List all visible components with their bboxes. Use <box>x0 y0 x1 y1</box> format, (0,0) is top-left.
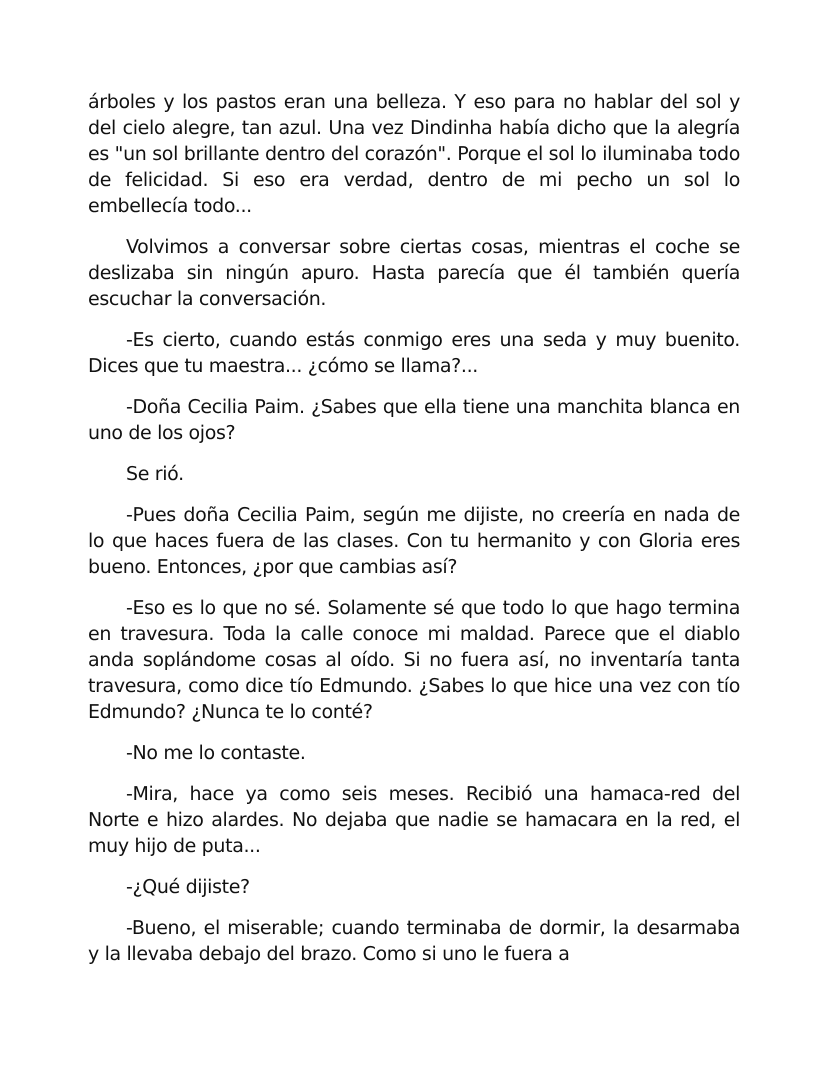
paragraph-2: Volvimos a conversar sobre ciertas cosas, mientras el coche se deslizaba sin ningún apuro. Hasta parecía que él también quería escuchar la conversación. <box>88 236 740 310</box>
paragraph-6: -Pues doña Cecilia Paim, según me dijiste, no creería en nada de lo que haces fuera de las clases. Con tu hermanito y con Gloria eres bueno. Entonces, ¿por que cambias así? <box>88 504 740 578</box>
paragraph-9: -Mira, hace ya como seis meses. Recibió una hamaca-red del Norte e hizo alardes. No dejaba que nadie se hamacara en la red, el muy hijo de puta... <box>88 783 740 857</box>
paragraph-3: -Es cierto, cuando estás conmigo eres una seda y muy buenito. Dices que tu maestra... ¿cómo se llama?... <box>88 329 740 377</box>
paragraph-4: -Doña Cecilia Paim. ¿Sabes que ella tiene una manchita blanca en uno de los ojos? <box>88 396 740 444</box>
paragraph-11: -Bueno, el miserable; cuando terminaba de dormir, la desarmaba y la llevaba debajo del brazo. Como si uno le fuera a <box>88 917 740 965</box>
paragraph-5: Se rió. <box>126 463 184 485</box>
paragraph-7: -Eso es lo que no sé. Solamente sé que todo lo que hago termina en travesura. Toda la calle conoce mi maldad. Parece que el diablo anda soplándome cosas al oído. Si no fuera así, no inventaría tanta travesura, como dice tío Edmundo. ¿Sabes lo que hice una vez con tío Edmundo? ¿Nunca te lo conté? <box>88 597 740 723</box>
paragraph-1: árboles y los pastos eran una belleza. Y eso para no hablar del sol y del cielo alegre, tan azul. Una vez Dindinha había dicho que la alegría es "un sol brillante dentro del corazón". Porque el sol lo iluminaba todo de felicidad. Si eso era verdad, dentro de mi pecho un sol lo embellecía todo... <box>88 91 740 217</box>
paragraph-8: -No me lo contaste. <box>126 742 306 764</box>
document-page <box>88 89 740 982</box>
paragraph-10: -¿Qué dijiste? <box>126 876 250 898</box>
